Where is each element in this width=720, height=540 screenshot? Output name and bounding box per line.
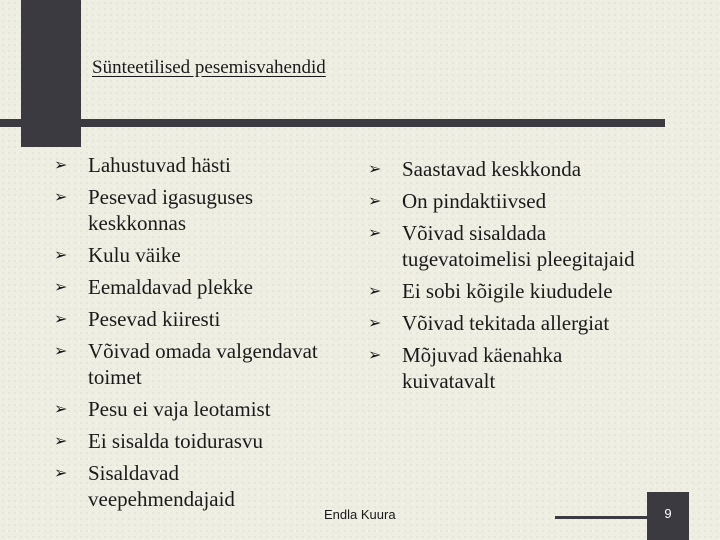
slide-title: Sünteetilised pesemisvahendid: [92, 57, 326, 78]
list-item: ➢ Sisaldavad veepehmendajaid: [54, 461, 235, 511]
list-item: ➢ On pindaktiivsed: [368, 189, 547, 213]
list-item: ➢ Võivad tekitada allergiat: [368, 311, 610, 335]
arrow-bullet-icon: ➢: [368, 159, 382, 178]
arrow-bullet-icon: ➢: [54, 277, 68, 296]
arrow-bullet-icon: ➢: [368, 191, 382, 210]
list-item: ➢ Mõjuvad käenahka kuivatavalt: [368, 343, 563, 393]
list-item: ➢ Pesu ei vaja leotamist: [54, 397, 271, 421]
arrow-bullet-icon: ➢: [54, 341, 68, 360]
page-number: 9: [664, 506, 672, 521]
arrow-bullet-icon: ➢: [54, 245, 68, 264]
disadvantages-list: [368, 156, 658, 400]
arrow-bullet-icon: ➢: [54, 431, 68, 450]
advantages-list: [54, 152, 324, 518]
list-item: ➢ Saastavad keskkonda: [368, 157, 582, 181]
arrow-bullet-icon: ➢: [368, 313, 382, 332]
arrow-bullet-icon: ➢: [368, 223, 382, 242]
list-item: ➢ Võivad omada valgendavat toimet: [54, 339, 318, 389]
arrow-bullet-icon: ➢: [368, 281, 382, 300]
list-item: ➢ Eemaldavad plekke: [54, 275, 254, 299]
arrow-bullet-icon: ➢: [368, 345, 382, 364]
arrow-bullet-icon: ➢: [54, 399, 68, 418]
arrow-bullet-icon: ➢: [54, 187, 68, 206]
footer-divider-line: [555, 516, 647, 519]
list-item: ➢ Võivad sisaldada tugevatoimelisi pleegitajaid: [368, 221, 635, 271]
arrow-bullet-icon: ➢: [54, 155, 68, 174]
title-divider-bar: [0, 119, 665, 127]
list-item: ➢ Kulu väike: [54, 243, 181, 267]
footer-author: Endla Kuura: [324, 507, 396, 522]
list-item: ➢ Pesevad kiiresti: [54, 307, 221, 331]
list-item: ➢ Ei sobi kõigile kiududele: [368, 279, 613, 303]
arrow-bullet-icon: ➢: [54, 309, 68, 328]
list-item: ➢ Lahustuvad hästi: [54, 153, 231, 177]
list-item: ➢ Ei sisalda toidurasvu: [54, 429, 263, 453]
list-item: ➢ Pesevad igasuguses keskkonnas: [54, 185, 254, 235]
arrow-bullet-icon: ➢: [54, 463, 68, 482]
